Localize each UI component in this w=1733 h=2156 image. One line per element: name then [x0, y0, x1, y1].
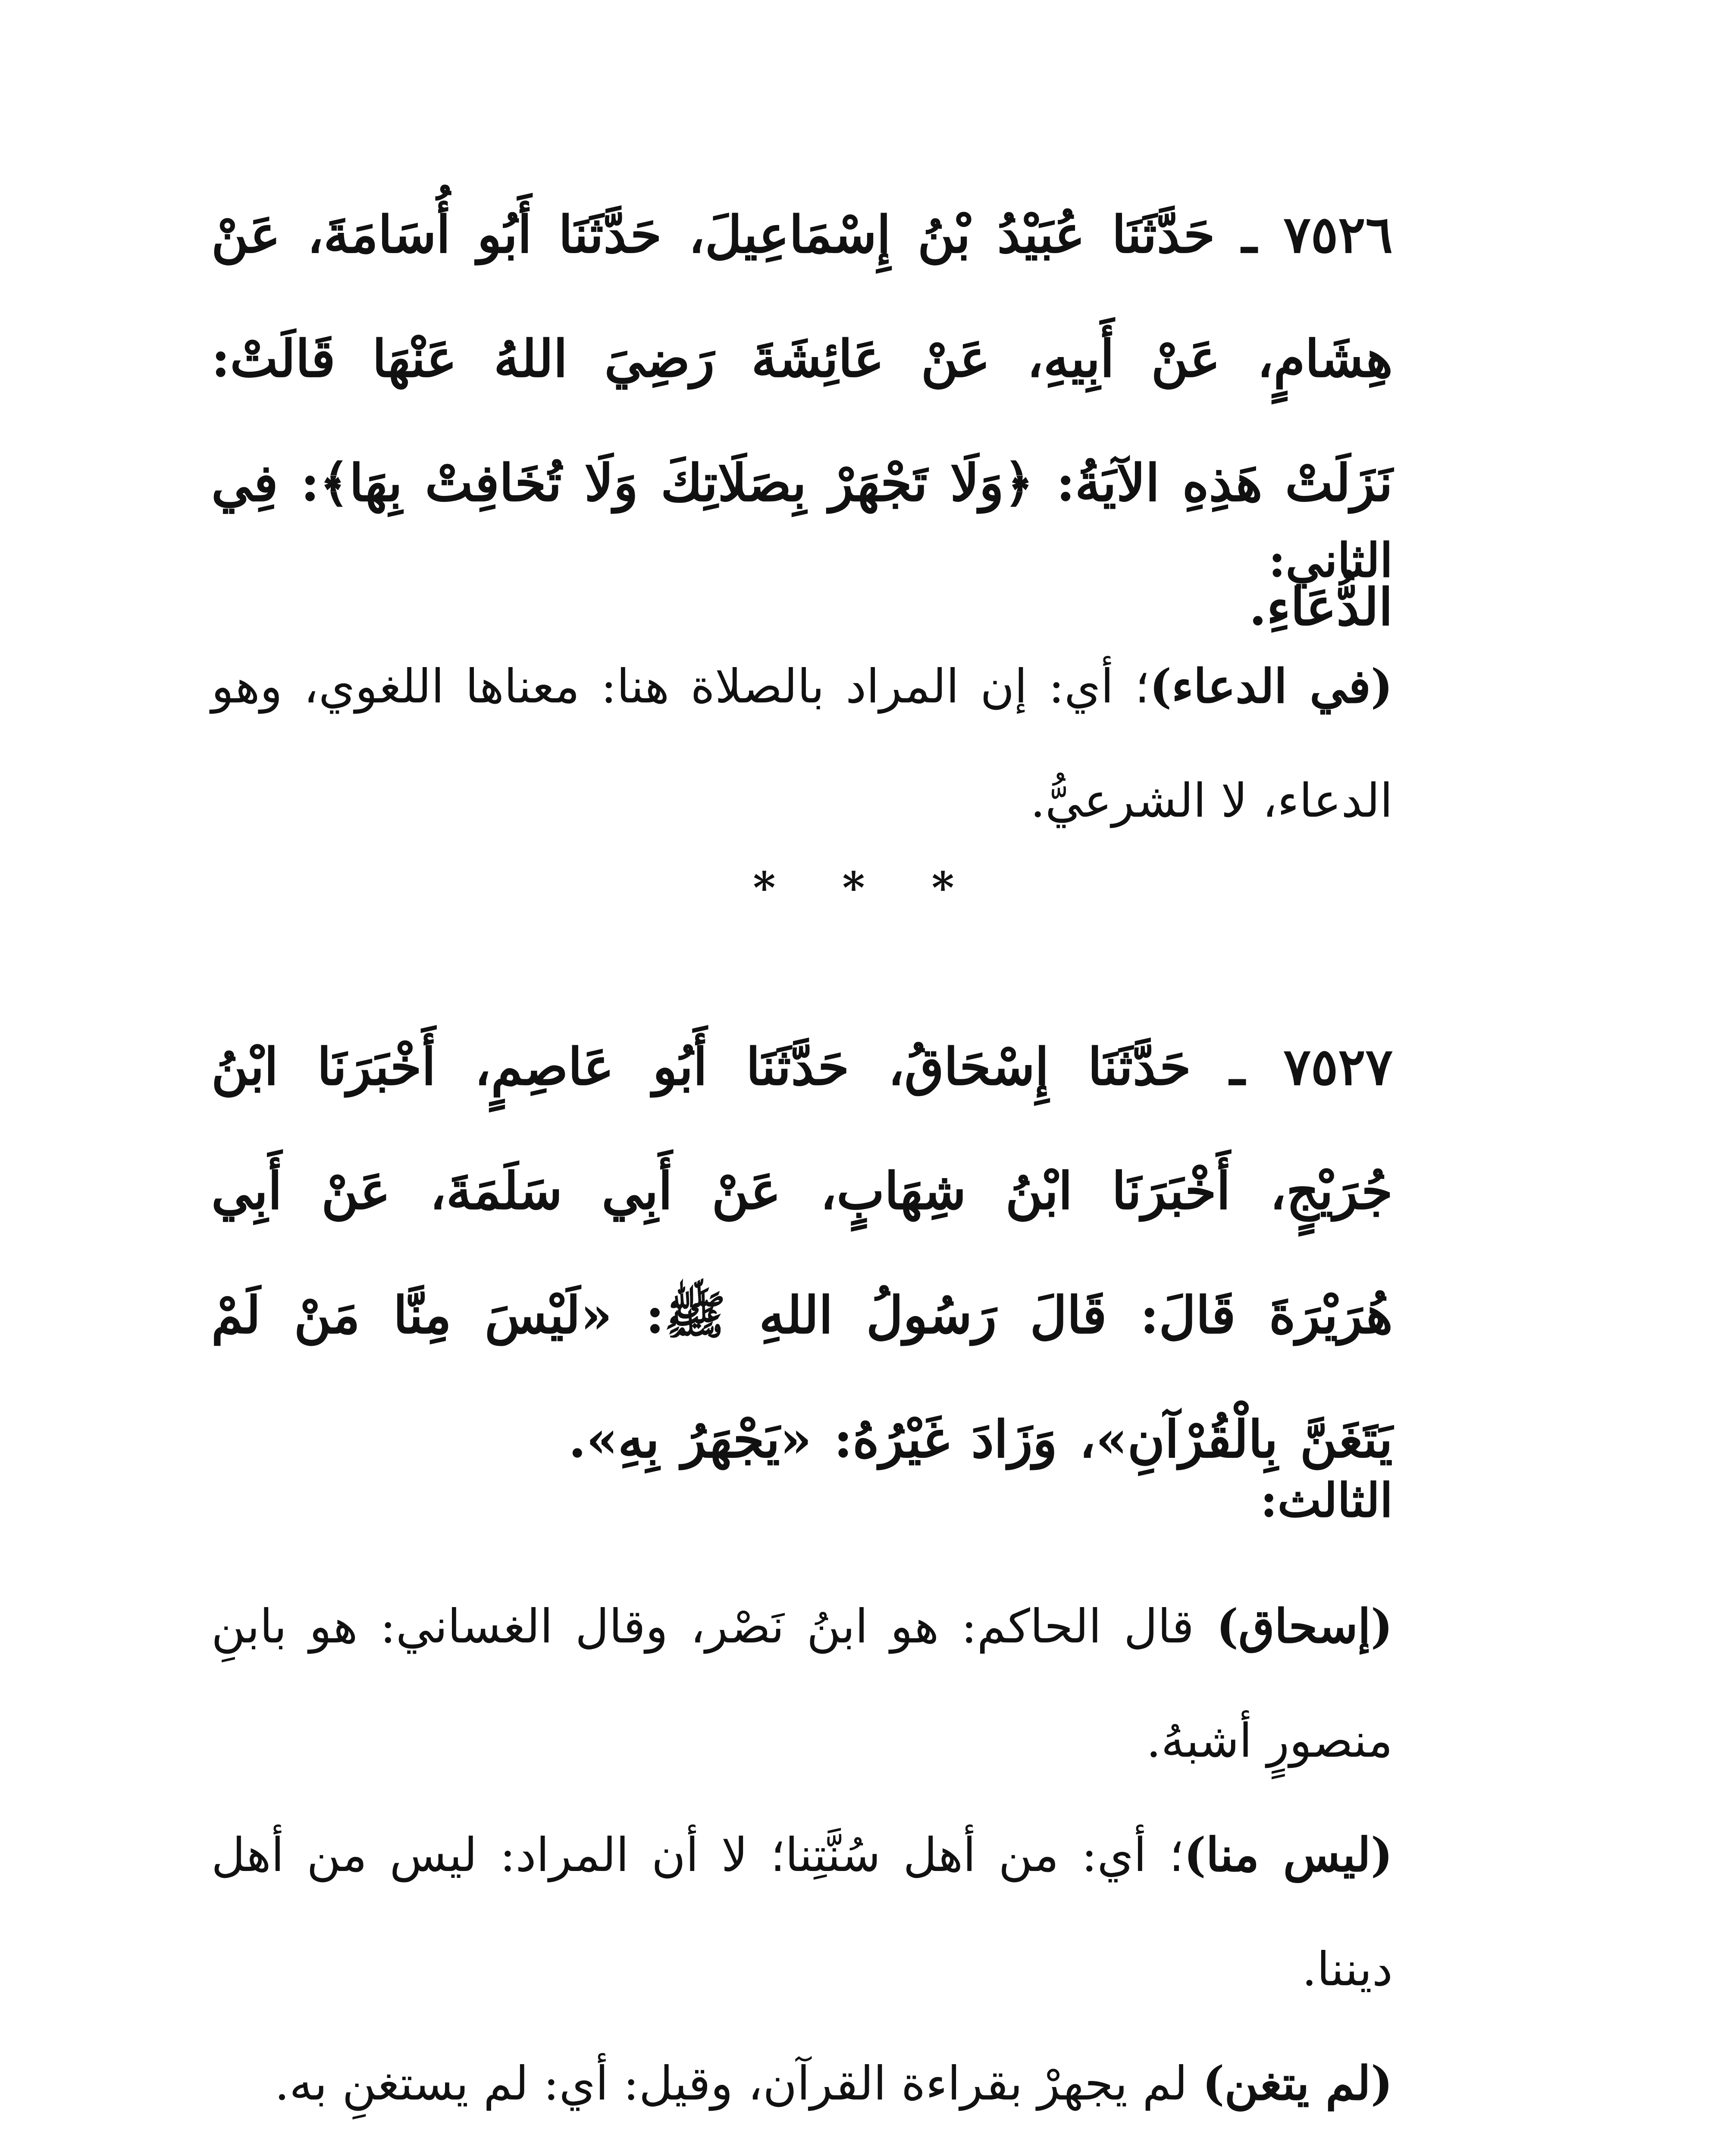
commentary-fi-al-dua [211, 630, 1393, 858]
commentary-ishaq [211, 1570, 1393, 1798]
commentary-text: ؛ أي: إن المراد بالصلاة هنا: معناها اللغوي، وهو الدعاء، لا الشرعيُّ. [211, 660, 1393, 828]
section-separator: * * * [753, 862, 980, 913]
commentary-lam-yataghanna [211, 2027, 1393, 2141]
commentary-text: لم يجهرْ بقراءة القرآن، وقيل: أي: لم يستغنِ به. [274, 2057, 1203, 2111]
commentary-wa-zada-ghayruhu [211, 2139, 1393, 2156]
section-heading-third: الثالث: [1260, 1473, 1393, 1528]
commentary-term: (ليس منا) [1184, 1828, 1393, 1882]
commentary-text: قال الحاكم: هو ابنُ نَصْر، وقال الغساني: هو بابنِ منصورٍ أشبهُ. [211, 1600, 1393, 1768]
commentary-term: (في الدعاء) [1150, 659, 1393, 714]
hadith-7526: ٧٥٢٦ ـ حَدَّثَنَا عُبَيْدُ بْنُ إِسْمَاعِيلَ، حَدَّثَنَا أَبُو أُسَامَةَ، عَنْ هِشَامٍ، عَنْ أَبِيهِ، عَنْ عَائِشَةَ رَضِيَ اللهُ عَنْهَا قَالَتْ: نَزَلَتْ هَذِهِ الآيَةُ: ﴿وَلَا تَجْهَرْ بِصَلَاتِكَ وَلَا تُخَافِتْ بِهَا﴾: فِي الدُّعَاءِ. [211, 204, 1393, 637]
hadith-7527: ٧٥٢٧ ـ حَدَّثَنَا إِسْحَاقُ، حَدَّثَنَا أَبُو عَاصِمٍ، أَخْبَرَنَا ابْنُ جُرَيْجٍ، أَخْبَرَنَا ابْنُ شِهَابٍ، عَنْ أَبِي سَلَمَةَ، عَنْ أَبِي هُرَيْرَةَ قَالَ: قَالَ رَسُولُ اللهِ ﷺ: «لَيْسَ مِنَّا مَنْ لَمْ يَتَغَنَّ بِالْقُرْآنِ»، وَزَادَ غَيْرُهُ: «يَجْهَرُ بِهِ». [211, 1037, 1393, 1469]
commentary-text: ؛ أي: من أهل سُنَّتِنا؛ لا أن المراد: ليس من أهل ديننا. [211, 1828, 1393, 1996]
section-heading-second: الثاني: [1268, 533, 1393, 588]
commentary-laysa-minna [211, 1798, 1393, 2027]
commentary-term: (لم يتغن) [1202, 2056, 1393, 2111]
commentary-term: (إسحاق) [1216, 1599, 1393, 1654]
